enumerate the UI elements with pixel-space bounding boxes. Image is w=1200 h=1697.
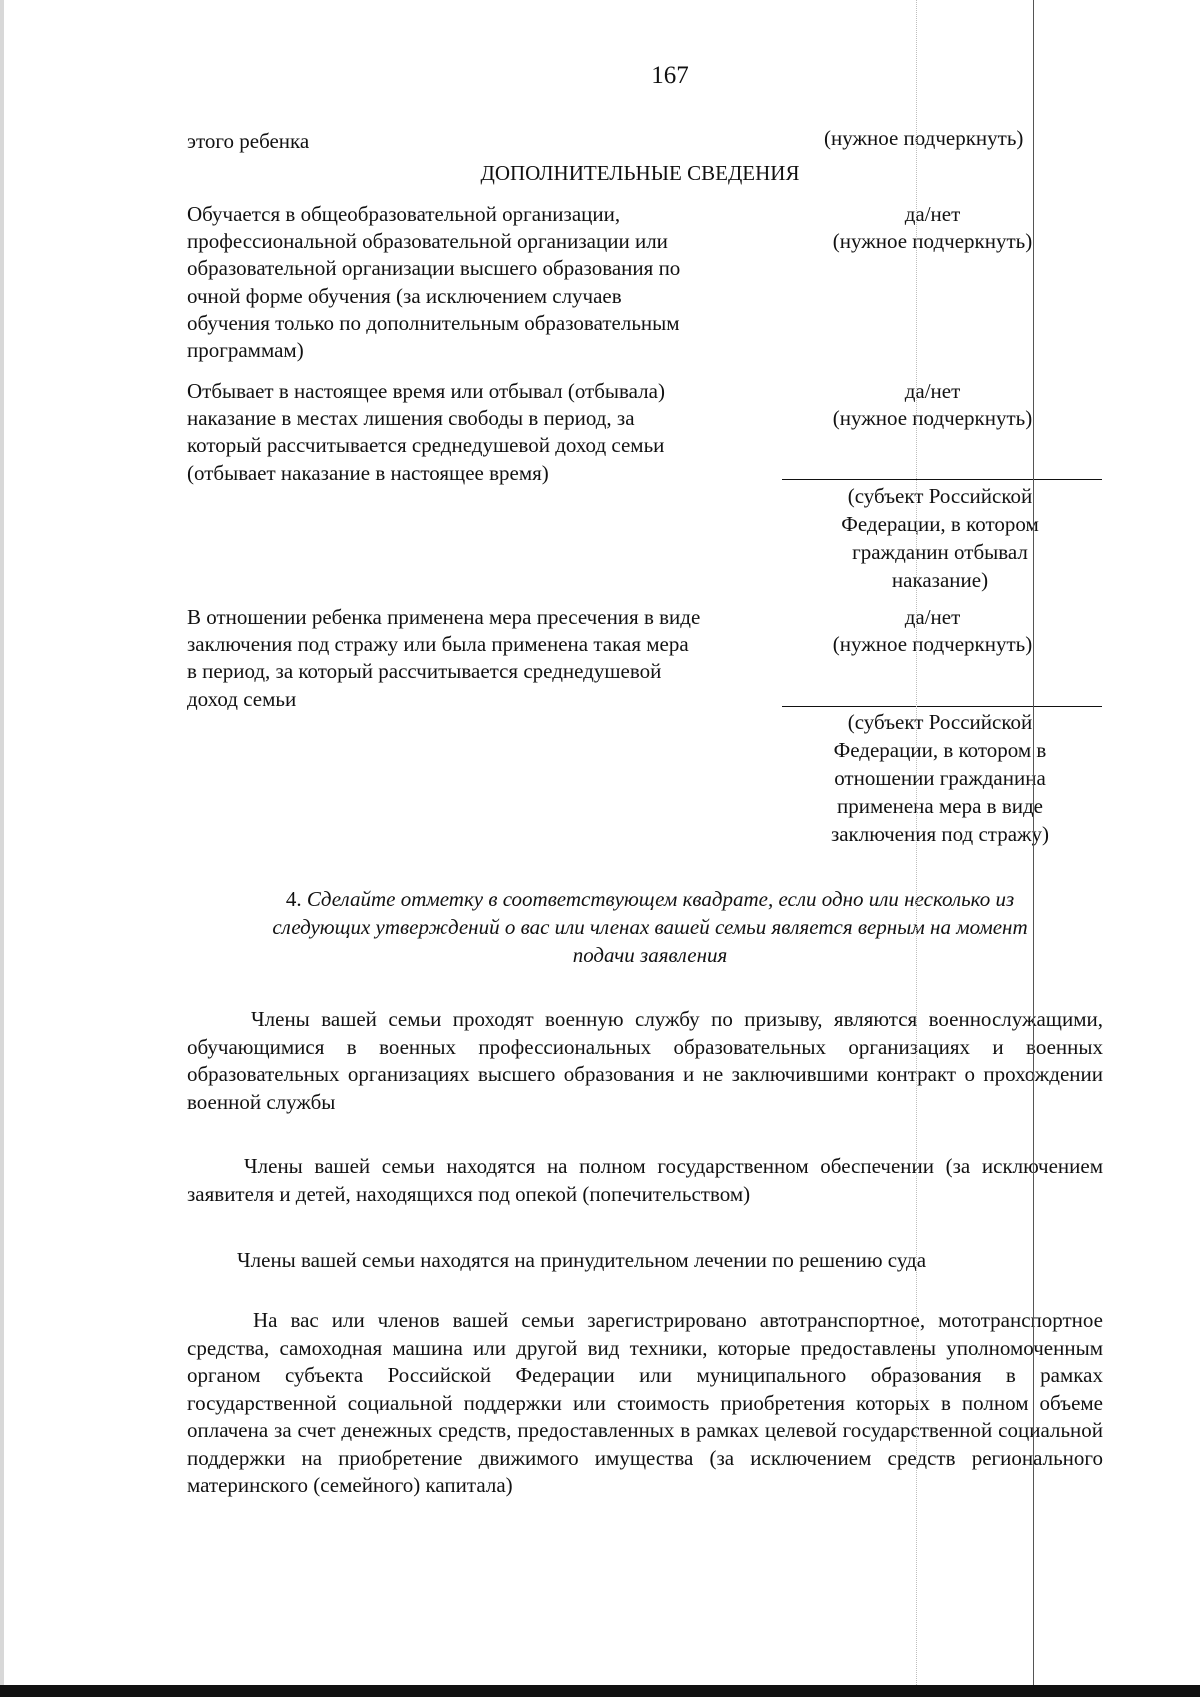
statement-military-service: Члены вашей семьи проходят военную службу по призыву, являются военнослужащими, обучающимися в военных профессиональных образовательных организациях и военных образовательных организациях высшего образования и не заключившими контракт о прохождении военной службы (187, 1007, 1103, 1114)
question-line: доход семьи (187, 686, 297, 711)
question-line: (отбывает наказание в настоящее время) (187, 460, 549, 485)
statement-compulsory-treatment: Члены вашей семьи находятся на принудительном лечении по решению суда (237, 1248, 927, 1272)
question-detention (187, 604, 787, 713)
underline-note: (нужное подчеркнуть) (832, 229, 1033, 253)
yes-no-choice[interactable]: да/нет (904, 379, 961, 403)
page-number: 167 (651, 62, 689, 89)
section-title: ДОПОЛНИТЕЛЬНЫЕ СВЕДЕНИЯ (480, 161, 800, 185)
continuation-text: этого ребенка (187, 129, 310, 153)
question-imprisonment (187, 378, 787, 487)
question-study (187, 201, 787, 364)
yes-no-choice[interactable]: да/нет (904, 605, 961, 629)
answer-study (810, 201, 1055, 255)
scan-artifact-line (1033, 0, 1034, 1697)
question-line: В отношении ребенка применена мера пресечения в виде (187, 605, 701, 629)
underline-note: (нужное подчеркнуть) (824, 126, 1024, 150)
underline-note: (нужное подчеркнуть) (832, 406, 1033, 430)
question-line: который рассчитывается среднедушевой доход семьи (187, 433, 665, 458)
scan-bottom-edge (0, 1685, 1200, 1697)
statement-vehicle: На вас или членов вашей семьи зарегистрировано автотранспортное, мототранспортное средства, самоходная машина или другой вид техники, которые предоставлены уполномоченным органом субъекта Российской Федерации или муниципального образования в рамках государственной социальной поддержки или стоимость приобретения которых в полном объеме оплачена за счет денежных средств, предоставленных в рамках целевой государственной социальной поддержки на приобретение движимого имущества (за исключением средств регионального материнского (семейного) капитала) (187, 1308, 1103, 1497)
answer-imprisonment (810, 378, 1055, 432)
answer-detention (810, 604, 1055, 658)
question-line: программам) (187, 338, 304, 363)
question-line: Обучается в общеобразовательной организации, (187, 202, 621, 226)
question-line: очной форме обучения (за исключением случаев (187, 283, 622, 308)
underline-note: (нужное подчеркнуть) (832, 632, 1033, 656)
subject-caption: (субъект Российской Федерации, в котором гражданин отбывал наказание) (841, 484, 1039, 592)
question-line: в период, за который рассчитывается среднедушевой (187, 659, 662, 684)
question-line: Отбывает в настоящее время или отбывал (отбывала) (187, 379, 665, 403)
question-line: заключения под стражу или была применена такая мера (187, 632, 689, 657)
section-heading-line: следующих утверждений о вас или членах вашей семьи является верным на момент (272, 915, 1028, 939)
section-number: 4. (285, 887, 302, 911)
statement-state-support: Члены вашей семьи находятся на полном государственном обеспечении (за исключением заявителя и детей, находящихся под опекой (попечительством) (187, 1154, 1103, 1206)
section-heading-line: подачи заявления (572, 943, 728, 967)
yes-no-choice[interactable]: да/нет (904, 202, 961, 226)
question-line: образовательной организации высшего образования по (187, 256, 681, 281)
section-heading-line: Сделайте отметку в соответствующем квадрате, если одно или несколько из (306, 887, 1015, 911)
section-4-heading (200, 885, 1100, 969)
subject-fill-line[interactable] (782, 479, 1102, 480)
question-line: наказание в местах лишения свободы в период, за (187, 406, 635, 431)
scan-artifact-line (916, 0, 917, 1697)
question-line: обучения только по дополнительным образовательным (187, 310, 680, 335)
subject-fill-line[interactable] (782, 706, 1102, 707)
question-line: профессиональной образовательной организации или (187, 229, 668, 254)
scan-left-edge (0, 0, 4, 1697)
subject-caption: (субъект Российской Федерации, в котором в отношении гражданина применена мера в виде заключения под стражу) (830, 710, 1050, 846)
